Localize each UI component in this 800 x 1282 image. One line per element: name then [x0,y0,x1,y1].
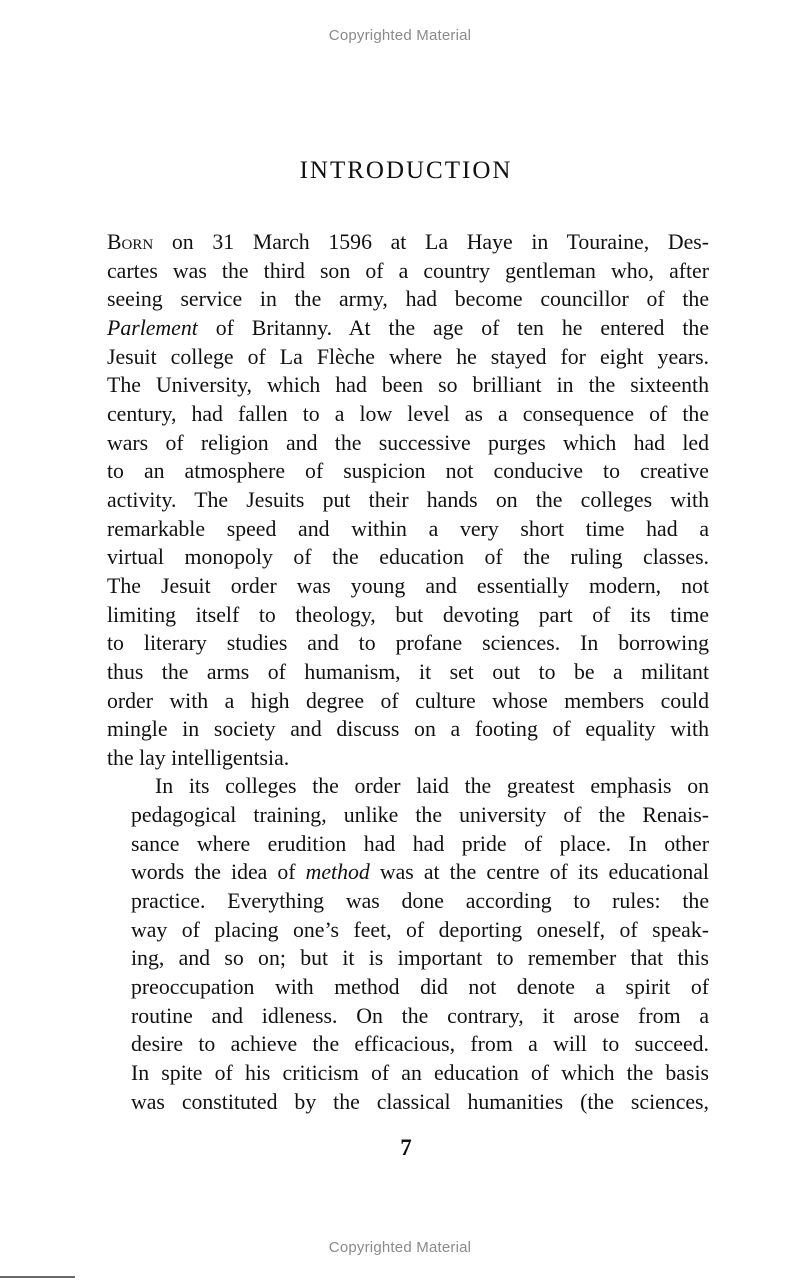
text-line: The University, which had been so brilliant in the sixteenth [107,373,709,398]
body-text [107,228,709,1116]
page-number: 7 [400,1135,412,1160]
text-line: was constituted by the classical humanities (the sciences, [131,1089,709,1114]
paragraph-1 [107,228,709,772]
paragraph-2 [107,772,709,1116]
text-line: order with a high degree of culture whose members could [107,688,709,713]
text-line: ing, and so on; but it is important to remember that this [131,946,709,971]
text-line: Born on 31 March 1596 at La Haye in Touraine, Des- [107,230,709,254]
text-line: way of placing one’s feet, of deporting oneself, of speak- [131,917,709,942]
text-line: virtual monopoly of the education of the ruling classes. [107,545,709,570]
text-line: In spite of his criticism of an education of which the basis [131,1061,709,1086]
chapter-title: INTRODUCTION [299,157,513,184]
text-line: desire to achieve the efficacious, from a will to succeed. [131,1032,709,1057]
text-line: sance where erudition had had pride of place. In other [131,831,709,856]
text-line: Parlement of Britanny. At the age of ten he entered the [107,315,709,340]
text-line: The Jesuit order was young and essentially modern, not [107,573,709,598]
text-line: preoccupation with method did not denote a spirit of [131,975,709,1000]
text-line: words the idea of method was at the centre of its educational [131,860,709,885]
text-line: Jesuit college of La Flèche where he stayed for eight years. [107,344,709,369]
lead-word: Born [107,230,154,254]
text-line: to an atmosphere of suspicion not conducive to creative [107,459,709,484]
text-line: wars of religion and the successive purges which had led [107,430,709,455]
text-line: to literary studies and to profane sciences. In borrowing [107,631,709,656]
text-line: seeing service in the army, had become councillor of the [107,287,709,312]
text-line: practice. Everything was done according to rules: the [131,889,709,914]
copyright-watermark-bottom: Copyrighted Material [328,1239,472,1256]
scan-edge-rule [0,1276,75,1278]
text-line: mingle in society and discuss on a footing of equality with [107,717,709,742]
text-line: the lay intelligentsia. [107,745,290,770]
text-line: pedagogical training, unlike the university of the Renais- [131,803,709,828]
text-line: century, had fallen to a low level as a consequence of the [107,401,709,426]
text-line: remarkable speed and within a very short time had a [107,516,709,541]
text-line: thus the arms of humanism, it set out to be a militant [107,659,709,684]
text-line: activity. The Jesuits put their hands on the colleges with [107,487,709,512]
text-line: limiting itself to theology, but devoting part of its time [107,602,709,627]
italic-term: Parlement [107,315,198,340]
text-line: In its colleges the order laid the greatest emphasis on [155,774,709,799]
copyright-watermark-top: Copyrighted Material [328,27,472,44]
text-line: cartes was the third son of a country gentleman who, after [107,258,709,283]
text-line: routine and idleness. On the contrary, it arose from a [131,1003,709,1028]
italic-term: method [305,860,370,885]
